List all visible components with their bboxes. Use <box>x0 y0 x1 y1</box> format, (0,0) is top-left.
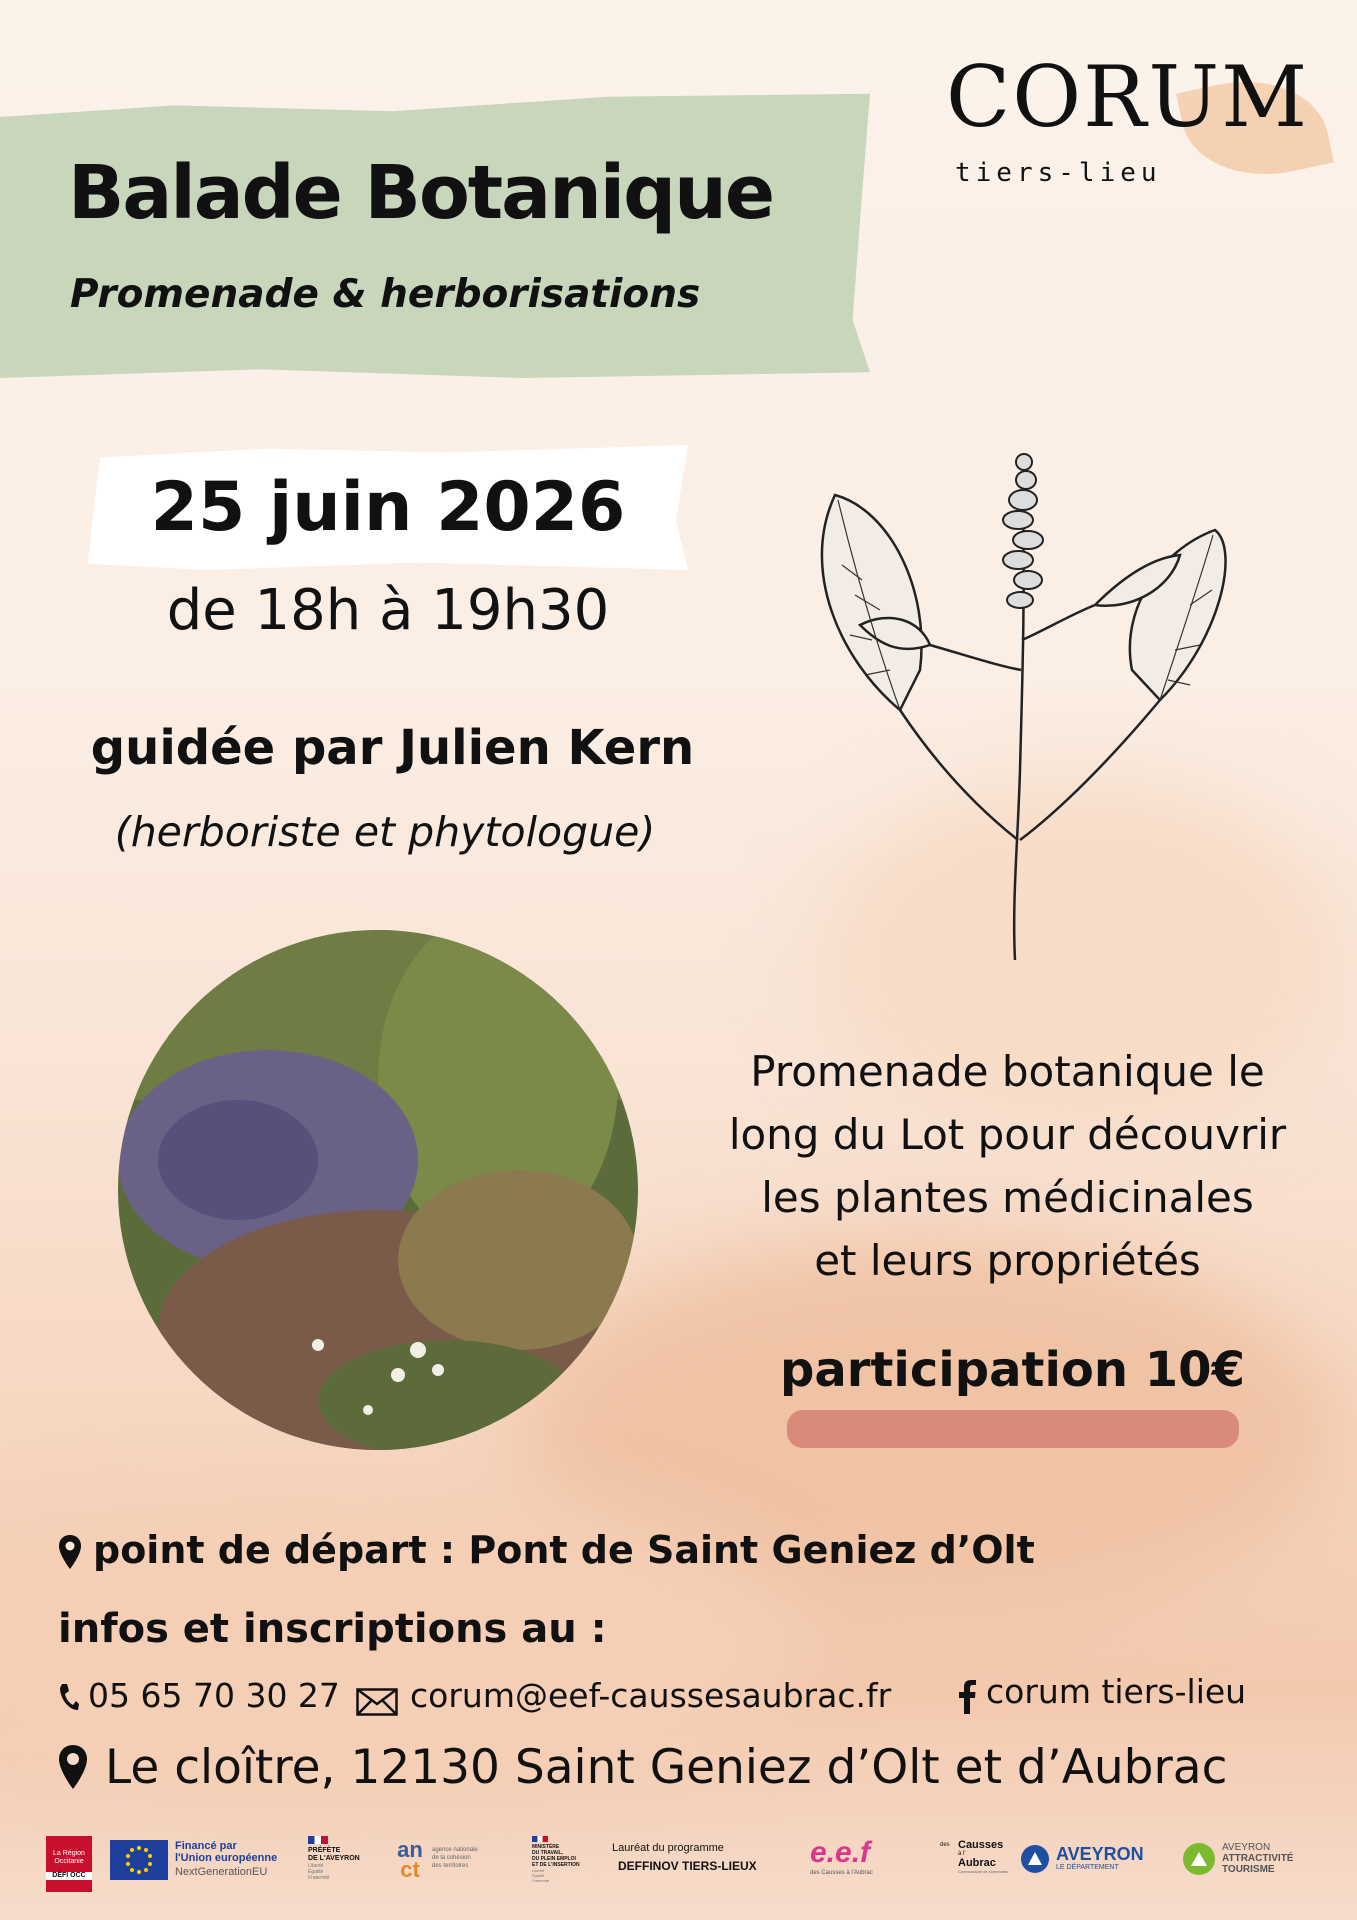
aveyron-emblem-icon <box>1020 1844 1050 1874</box>
eu-flag-logo <box>110 1840 168 1880</box>
french-flag-icon <box>532 1836 548 1842</box>
logo-name: CORUM <box>946 48 1310 146</box>
description-line: long du Lot pour découvrir <box>728 1110 1287 1159</box>
page-title: Balade Botanique <box>68 150 774 236</box>
occitanie-logo: La Région Occitanie DÉFI OCC <box>46 1836 92 1892</box>
envelope-icon <box>356 1688 398 1716</box>
meadow-photo <box>118 930 638 1450</box>
eef-logo: e.e.f des Causses à l'Aubrac <box>810 1836 873 1876</box>
start-point: point de départ : Pont de Saint Geniez d’Olt <box>93 1528 1035 1572</box>
event-time: de 18h à 19h30 <box>166 578 610 643</box>
plant-illustration <box>780 440 1240 960</box>
event-date: 25 juin 2026 <box>150 468 626 547</box>
prefecture-logo: PRÉFÈTE DE L'AVEYRON Liberté Égalité Fraternité <box>308 1836 378 1892</box>
event-description <box>700 1040 1315 1292</box>
facebook-icon <box>958 1680 976 1714</box>
causses-aubrac-logo: des Causses à l' Aubrac Communauté de communes <box>940 1839 1009 1874</box>
event-guide: guidée par Julien Kern <box>90 720 695 776</box>
description-line: Promenade botanique le <box>750 1047 1265 1096</box>
price: participation 10€ <box>780 1342 1245 1398</box>
location-pin-icon <box>58 1534 82 1570</box>
infos-heading: infos et inscriptions au : <box>58 1606 607 1652</box>
contact-facebook[interactable]: corum tiers-lieu <box>986 1672 1247 1711</box>
contact-phone[interactable]: 05 65 70 30 27 <box>88 1676 340 1715</box>
attractivite-emblem-icon <box>1182 1842 1216 1876</box>
contact-email[interactable]: corum@eef-caussesaubrac.fr <box>410 1676 892 1715</box>
aveyron-departement-logo: AVEYRON LE DÉPARTEMENT <box>1020 1844 1170 1900</box>
description-line: les plantes médicinales <box>761 1173 1254 1222</box>
guide-role: (herboriste et phytologue) <box>114 808 656 856</box>
venue-address: Le cloître, 12130 Saint Geniez d’Olt et d’Aubrac <box>105 1740 1228 1795</box>
aveyron-attractivite-logo: AVEYRON ATTRACTIVITÉ TOURISME <box>1182 1842 1322 1898</box>
phone-icon <box>58 1682 80 1712</box>
logo-tagline: tiers-lieu <box>955 158 1162 188</box>
deffinov-logo: Lauréat du programme DEFFINOV TIERS-LIEUX <box>612 1842 757 1873</box>
location-pin-icon <box>58 1744 88 1790</box>
ministere-travail-logo: MINISTÈRE DU TRAVAIL, DU PLEIN EMPLOI ET DE L'INSERTION Liberté Égalité Fraternité <box>532 1836 602 1892</box>
page-subtitle: Promenade & herborisations <box>70 272 701 317</box>
eu-funding-text: Financé par l'Union européenne NextGenerationEU <box>175 1840 278 1878</box>
price-highlight-bar <box>787 1410 1239 1448</box>
partner-logos <box>40 1836 1320 1892</box>
french-flag-icon <box>308 1836 328 1844</box>
description-line: et leurs propriétés <box>814 1236 1201 1285</box>
anct-logo: an ct agence nationale de la cohésion des territoires <box>397 1837 478 1882</box>
